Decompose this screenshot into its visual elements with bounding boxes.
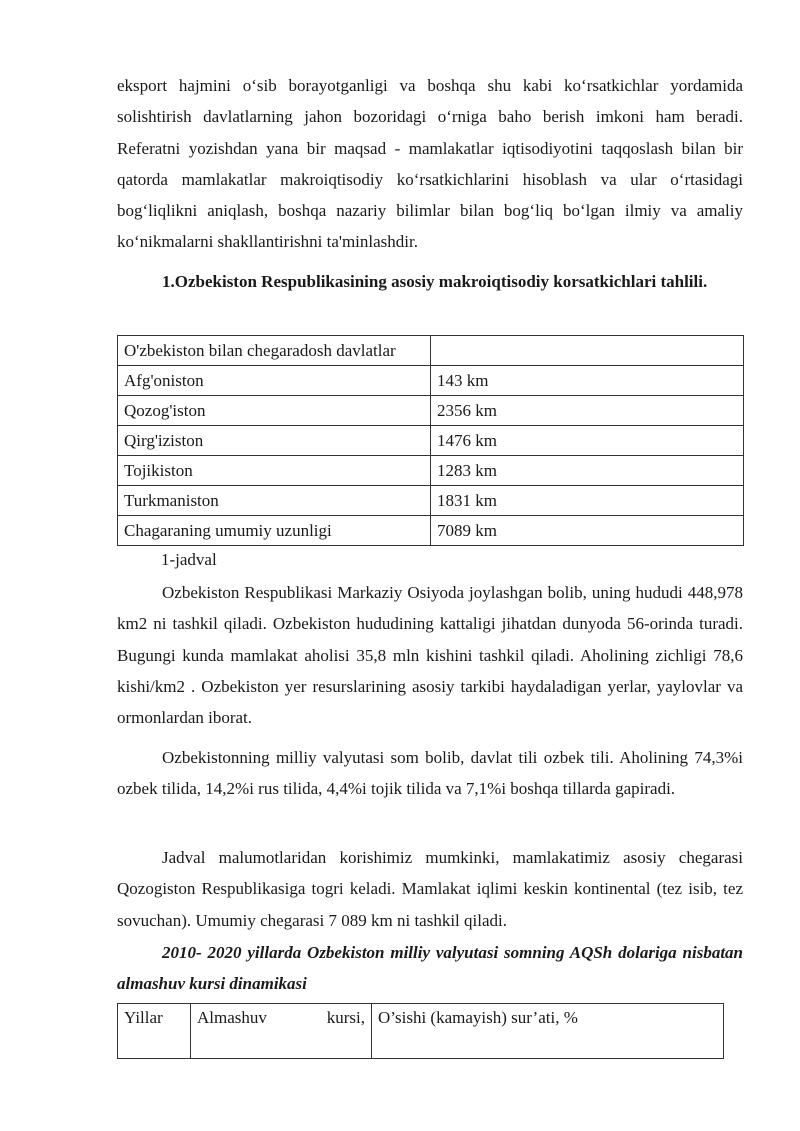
- rate-header-word: kursi,: [326, 1008, 365, 1027]
- borders-table: [117, 335, 744, 546]
- rate-header-word: Almashuv: [197, 1008, 267, 1027]
- table-header-cell: O'zbekiston bilan chegaradosh davlatlar: [118, 336, 431, 366]
- length-cell: 7089 km: [431, 516, 744, 546]
- rate-header: [191, 1004, 372, 1059]
- table-row: [118, 426, 744, 456]
- length-cell: 1283 km: [431, 456, 744, 486]
- table-row: [118, 516, 744, 546]
- table-row: [118, 486, 744, 516]
- section-heading: 1.Ozbekiston Respublikasining asosiy makroiqtisodiy korsatkichlari tahlili.: [162, 272, 708, 291]
- exchange-rate-heading: 2010- 2020 yillarda Ozbekiston milliy valyutasi somning AQSh dolariga nisbatan almashuv kursi dinamikasi: [117, 943, 743, 994]
- length-cell: 2356 km: [431, 396, 744, 426]
- exchange-rate-table: [117, 1003, 724, 1059]
- table-header-row: [118, 336, 744, 366]
- intro-paragraph: eksport hajmini o‘sib borayotganligi va boshqa shu kabi ko‘rsatkichlar yordamida solishtirish davlatlarning jahon bozoridagi o‘rniga baho berish imkoni ham beradi. Referatni yozishdan yana bir maqsad - mamlakatlar iqtisodiyotini taqqoslash bilan bir qatorda mamlakatlar makroiqtisodiy ko‘rsatkichlarini hisoblash va ular o‘rtasidagi bog‘liqlikni aniqlash, boshqa nazariy bilimlar bilan bog‘liq bo‘lgan ilmiy va amaliy ko‘nikmalarni shakllantirishni ta'minlashdir.: [117, 76, 743, 252]
- table-summary-paragraph: Jadval malumotlaridan korishimiz mumkinki, mamlakatimiz asosiy chegarasi Qozogiston Respublikasiga togri keladi. Mamlakat iqlimi keskin kontinental (tez isib, tez sovuchan). Umumiy chegarasi 7 089 km ni tashkil qiladi.: [117, 848, 743, 930]
- years-header: Yillar: [118, 1004, 191, 1059]
- country-cell: Afg'oniston: [118, 366, 431, 396]
- country-cell: Turkmaniston: [118, 486, 431, 516]
- table-row: [118, 456, 744, 486]
- length-cell: 1476 km: [431, 426, 744, 456]
- length-cell: 143 km: [431, 366, 744, 396]
- country-cell: Tojikiston: [118, 456, 431, 486]
- country-cell: Qozog'iston: [118, 396, 431, 426]
- country-cell: Chagaraning umumiy uzunligi: [118, 516, 431, 546]
- table-header-cell: [431, 336, 744, 366]
- growth-rate-header: O’sishi (kamayish) sur’ati, %: [372, 1004, 724, 1059]
- table-row: [118, 396, 744, 426]
- length-cell: 1831 km: [431, 486, 744, 516]
- table-caption: 1-jadval: [161, 550, 217, 569]
- currency-paragraph: Ozbekistonning milliy valyutasi som bolib, davlat tili ozbek tili. Aholining 74,3%i ozbek tilida, 14,2%i rus tilida, 4,4%i tojik tilida va 7,1%i boshqa tillarda gapiradi.: [117, 748, 743, 799]
- geography-paragraph: Ozbekiston Respublikasi Markaziy Osiyoda joylashgan bolib, uning hududi 448,978 km2 ni tashkil qiladi. Ozbekiston hududining kattaligi jihatdan dunyoda 56-orinda turadi. Bugungi kunda mamlakat aholisi 35,8 mln kishini tashkil qiladi. Aholining zichligi 78,6 kishi/km2 . Ozbekiston yer resurslarining asosiy tarkibi haydaladigan yerlar, yaylovlar va ormonlardan iborat.: [117, 583, 743, 728]
- table-header-row: [118, 1004, 724, 1059]
- country-cell: Qirg'iziston: [118, 426, 431, 456]
- table-row: [118, 366, 744, 396]
